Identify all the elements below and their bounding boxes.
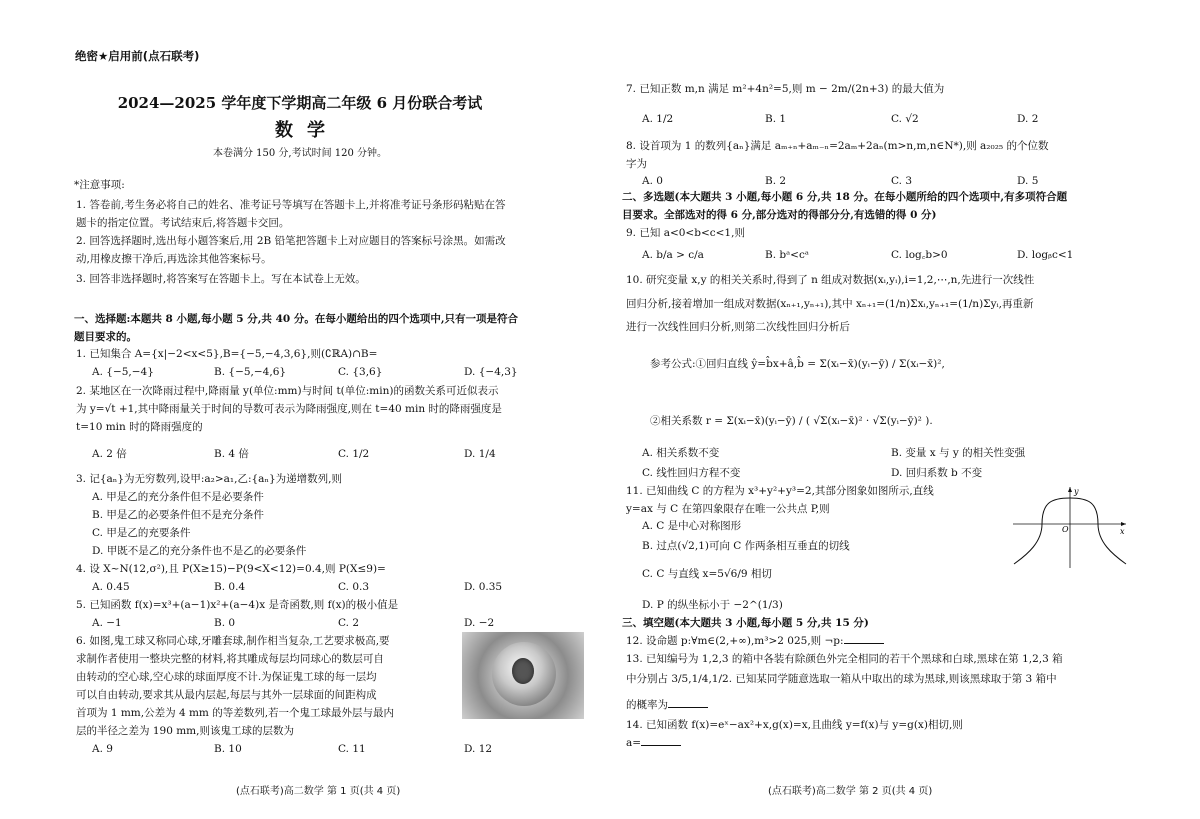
q2-line: t=10 min 时的降雨强度的 [76, 421, 203, 433]
y-axis-label: y [1074, 487, 1079, 496]
note-line: 1. 答卷前,考生务必将自己的姓名、准考证号等填写在答题卡上,并将准考证号条形码粘贴在答 [76, 199, 506, 211]
q6-line: 可以自由转动,要求其从最内层起,每层与其外一层球面的间距构成 [76, 689, 377, 701]
q6-line: 首项为 1 mm,公差为 4 mm 的等差数列,若一个鬼工球最外层与最内 [76, 707, 395, 719]
q6-line: 6. 如图,鬼工球又称同心球,牙雕套球,制作相当复杂,工艺要求极高,要 [76, 635, 390, 647]
q12-stem [626, 632, 884, 650]
note-line: 2. 回答选择题时,选出每小题答案后,用 2B 铅笔把答题卡上对应题目的答案标号涂黑。如需改 [76, 235, 506, 247]
q2-line: 为 y=√t +1,其中降雨量关于时间的导数可表示为降雨强度,则在 t=40 min 时的降雨强度是 [76, 403, 502, 415]
q8-option-b: B. 2 [765, 175, 787, 187]
q10-option-a: A. 相关系数不变 [642, 447, 720, 459]
q7-stem: 7. 已知正数 m,n 满足 m²+4n²=5,则 m − 2m/(2n+3) 的最大值为 [626, 83, 945, 95]
q2-line: 2. 某地区在一次降雨过程中,降雨量 y(单位:mm)与时间 t(单位:min)的函数关系可近似表示 [76, 385, 499, 397]
q3-stem: 3. 记{aₙ}为无穷数列,设甲:a₂>a₁,乙:{aₙ}为递增数列,则 [76, 473, 343, 485]
q4-stem: 4. 设 X~N(12,σ²),且 P(X≥15)−P(9<X<12)=0.4,则 P(X≤9)= [76, 563, 386, 575]
q4-option-c: C. 0.3 [338, 581, 370, 593]
notes-heading: *注意事项: [74, 179, 125, 191]
q12-text: 12. 设命题 p:∀m∈(2,+∞),m³>2 025,则 ¬p: [626, 635, 844, 647]
q8-line: 字为 [626, 158, 647, 170]
section2-heading: 二、多选题(本大题共 3 小题,每小题 6 分,共 18 分。在每小题所给的四个选项中,有多项符合题 [622, 191, 1068, 203]
q5-option-d: D. −2 [464, 617, 495, 629]
q13-text: 的概率为 [626, 699, 668, 711]
origin-label: O [1062, 525, 1069, 534]
q4-option-b: B. 0.4 [214, 581, 246, 593]
q6-option-b: B. 10 [214, 743, 242, 755]
q1-option-a: A. {−5,−4} [92, 366, 154, 378]
q11-option-a: A. C 是中心对称图形 [642, 520, 742, 532]
score-time: 本卷满分 150 分,考试时间 120 分钟。 [212, 148, 388, 159]
q10-formula-2: ②相关系数 r = Σ(xᵢ−x̄)(yᵢ−ȳ) / ( √Σ(xᵢ−x̄)² · √Σ(yᵢ−ȳ)² ). [650, 415, 933, 427]
q3-option-d: D. 甲既不是乙的充分条件也不是乙的必要条件 [92, 545, 307, 557]
q6-line: 层的半径之差为 190 mm,则该鬼工球的层数为 [76, 725, 294, 737]
curve-left-branch [1014, 524, 1042, 564]
q10-formula-1: 参考公式:①回归直线 ŷ=b̂x+â,b̂ = Σ(xᵢ−x̄)(yᵢ−ȳ) / Σ(xᵢ−x̄)², [650, 358, 945, 370]
q6-option-c: C. 11 [338, 743, 366, 755]
note-line: 3. 回答非选择题时,将答案写在答题卡上。写在本试卷上无效。 [76, 273, 366, 285]
section1-heading: 一、选择题:本题共 8 小题,每小题 5 分,共 40 分。在每小题给出的四个选项中,只有一项是符合 [74, 313, 518, 325]
q11-line: y=ax 与 C 在第四象限存在唯一公共点 P,则 [626, 503, 830, 515]
y-axis-arrow [1068, 487, 1072, 492]
q9-option-b: B. bᵃ<cᵃ [765, 249, 809, 261]
q7-option-a: A. 1/2 [642, 113, 674, 125]
q3-option-c: C. 甲是乙的充要条件 [92, 527, 191, 539]
q3-option-b: B. 甲是乙的必要条件但不是充分条件 [92, 509, 264, 521]
q12-answer-blank[interactable] [844, 633, 884, 644]
note-line: 题卡的指定位置。考试结束后,将答题卡交回。 [76, 217, 290, 229]
q1-stem: 1. 已知集合 A={x|−2<x<5},B={−5,−4,3,6},则(∁ℝA)∩B= [76, 348, 378, 360]
q14-line: 14. 已知函数 f(x)=eˣ−ax²+x,g(x)=x,且曲线 y=f(x)与 y=g(x)相切,则 [626, 719, 963, 731]
q10-option-c: C. 线性回归方程不变 [642, 467, 741, 479]
q13-answer-blank[interactable] [668, 697, 708, 708]
q14-answer-blank[interactable] [641, 735, 681, 746]
q1-option-d: D. {−4,3} [464, 366, 518, 378]
q9-option-d: D. logᵦc<1 [1017, 249, 1074, 261]
q1-option-c: C. {3,6} [338, 366, 383, 378]
q3-option-a: A. 甲是乙的充分条件但不是必要条件 [92, 491, 264, 503]
q11-option-b: B. 过点(√2,1)可向 C 作两条相互垂直的切线 [642, 540, 850, 552]
q10-line: 回归分析,接着增加一组成对数据(xₙ₊₁,yₙ₊₁),其中 xₙ₊₁=(1/n)Σxᵢ,yₙ₊₁=(1/n)Σyᵢ,再重新 [626, 298, 1034, 310]
q14-line-2 [626, 734, 681, 752]
q14-text: a= [626, 737, 642, 749]
q5-option-c: C. 2 [338, 617, 360, 629]
q10-option-d: D. 回归系数 b 不变 [891, 467, 983, 479]
q8-line: 8. 设首项为 1 的数列{aₙ}满足 aₘ₊ₙ+aₘ₋ₙ=2aₘ+2aₙ(m>n,m,n∈N*),则 a₂₀₂₅ 的个位数 [626, 140, 1049, 152]
q5-option-a: A. −1 [92, 617, 122, 629]
q4-option-a: A. 0.45 [92, 581, 130, 593]
q13-line: 中分别占 3/5,1/4,1/2. 已知某同学随意选取一箱从中取出的球为黑球,则该黑球取于第 3 箱中 [626, 673, 1057, 685]
ivory-ball-photo [462, 632, 584, 719]
q13-line: 13. 已知编号为 1,2,3 的箱中各装有除颜色外完全相同的若干个黑球和白球,黑球在第 1,2,3 箱 [626, 653, 1063, 665]
curve-figure [1008, 484, 1133, 569]
q6-option-d: D. 12 [464, 743, 493, 755]
q9-option-c: C. log꜀b>0 [891, 249, 948, 261]
q4-option-d: D. 0.35 [464, 581, 503, 593]
right-page [600, 0, 1200, 819]
q8-option-d: D. 5 [1017, 175, 1039, 187]
q13-line-3 [626, 696, 708, 714]
q6-line: 由转动的空心球,空心球的球面厚度不计.为保证鬼工球的每一层均 [76, 671, 377, 683]
q2-option-b: B. 4 倍 [214, 448, 249, 460]
q10-line: 进行一次线性回归分析,则第二次线性回归分析后 [626, 321, 850, 333]
q8-option-c: C. 3 [891, 175, 913, 187]
q9-option-a: A. b/a > c/a [642, 249, 704, 261]
section2-heading-2: 目要求。全部选对的得 6 分,部分选对的得部分分,有选错的得 0 分) [622, 209, 937, 221]
subject-title: 数学 [275, 120, 339, 141]
q7-option-d: D. 2 [1017, 113, 1039, 125]
q11-option-c: C. C 与直线 x=5√6/9 相切 [642, 568, 772, 580]
q2-option-d: D. 1/4 [464, 448, 496, 460]
q2-option-a: A. 2 倍 [92, 448, 127, 460]
footer-right: (点石联考)高二数学 第 2 页(共 4 页) [768, 786, 933, 797]
q8-option-a: A. 0 [642, 175, 663, 187]
q11-option-d: D. P 的纵坐标小于 −2^(1/3) [642, 599, 783, 611]
q7-option-b: B. 1 [765, 113, 787, 125]
q10-option-b: B. 变量 x 与 y 的相关性变强 [891, 447, 1026, 459]
footer-left: (点石联考)高二数学 第 1 页(共 4 页) [236, 786, 401, 797]
section1-heading-2: 题目要求的。 [74, 331, 137, 343]
q6-option-a: A. 9 [92, 743, 113, 755]
q5-stem: 5. 已知函数 f(x)=x³+(a−1)x²+(a−4)x 是奇函数,则 f(x)的极小值是 [76, 599, 399, 611]
ball-hole [512, 658, 534, 684]
q9-stem: 9. 已知 a<0<b<c<1,则 [626, 227, 745, 239]
q7-option-c: C. √2 [891, 113, 919, 125]
note-line: 动,用橡皮擦干净后,再选涂其他答案标号。 [76, 253, 272, 265]
q10-line: 10. 研究变量 x,y 的相关关系时,得到了 n 组成对数据(xᵢ,yᵢ),i=1,2,⋯,n,先进行一次线性 [626, 274, 1035, 286]
q1-option-b: B. {−5,−4,6} [214, 366, 287, 378]
q6-line: 求制作者使用一整块完整的材料,将其雕成每层均同球心的数层可自 [76, 653, 384, 665]
x-axis-arrow [1121, 522, 1126, 526]
section3-heading: 三、填空题(本大题共 3 小题,每小题 5 分,共 15 分) [622, 617, 869, 629]
q5-option-b: B. 0 [214, 617, 236, 629]
x-axis-label: x [1120, 527, 1125, 536]
q2-option-c: C. 1/2 [338, 448, 370, 460]
exam-title: 2024—2025 学年度下学期高二年级 6 月份联合考试 [117, 94, 483, 112]
q11-line: 11. 已知曲线 C 的方程为 x³+y²+y³=2,其部分图象如图所示,直线 [626, 485, 934, 497]
secret-label: 绝密★启用前(点石联考) [75, 49, 200, 63]
